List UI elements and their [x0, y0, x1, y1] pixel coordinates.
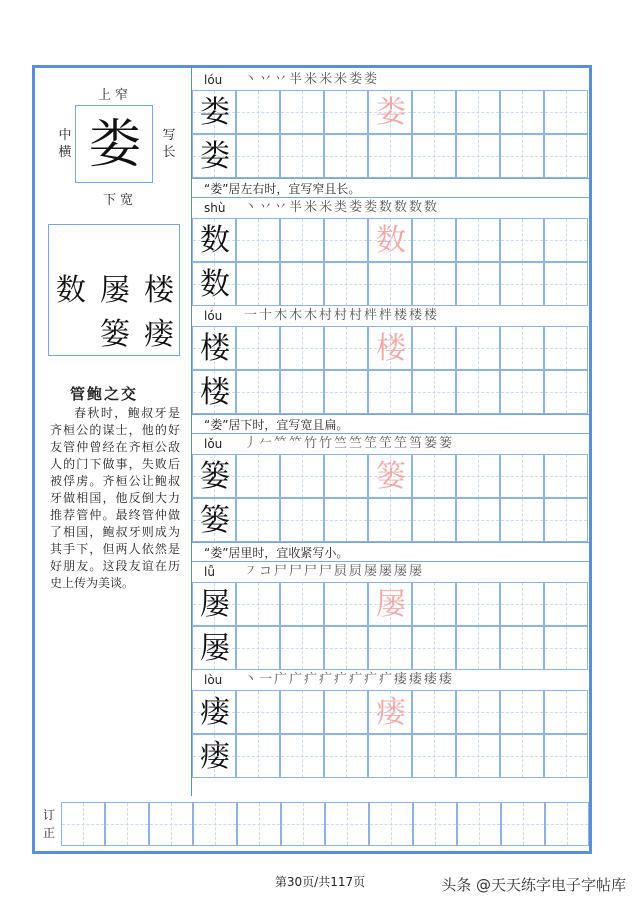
- practice-cell: [324, 734, 368, 778]
- grid-guide: [369, 156, 411, 157]
- grid-guide: [281, 156, 323, 157]
- practice-cell: [324, 454, 368, 498]
- practice-cell: [324, 582, 368, 626]
- correction-cell: [281, 802, 325, 846]
- practice-cell: [456, 626, 500, 670]
- grid-guide: [413, 756, 455, 757]
- grid-guide: [325, 284, 367, 285]
- model-cell: [192, 134, 236, 178]
- grid-guide: [237, 156, 279, 157]
- practice-cell: [324, 370, 368, 414]
- structure-char: 娄: [88, 115, 141, 175]
- grid-guide: [413, 348, 455, 349]
- practice-cell: [544, 626, 588, 670]
- practice-cell: [544, 582, 588, 626]
- trace-cell: [368, 582, 412, 626]
- practice-cell: [456, 498, 500, 542]
- practice-cell: [544, 690, 588, 734]
- practice-cell: [456, 734, 500, 778]
- practice-cell: [412, 690, 456, 734]
- grid-guide: [457, 648, 499, 649]
- model-char: 篓: [200, 503, 230, 538]
- grid-guide: [325, 604, 367, 605]
- stroke-sequence: 丶丷丷半米米类娄娄数数数数: [244, 200, 440, 215]
- stroke-sequence: 一十木木木村村村柈柈楼楼楼: [244, 308, 440, 323]
- practice-cell: [324, 498, 368, 542]
- writing-tip: “娄”居左右时，宜写窄且长。: [192, 178, 589, 198]
- pinyin: lóu: [204, 309, 223, 323]
- grid-guide: [501, 756, 543, 757]
- practice-cell: [544, 454, 588, 498]
- correction-cell: [545, 802, 589, 846]
- correction-cell: [61, 802, 105, 846]
- grid-guide: [325, 648, 367, 649]
- grid-guide: [501, 348, 543, 349]
- practice-cell: [544, 326, 588, 370]
- model-char: 瘘: [200, 739, 230, 774]
- writing-tip: “娄”居里时，宜收紧写小。: [192, 542, 589, 562]
- mini-cell-empty: [93, 225, 137, 269]
- practice-cell: [412, 498, 456, 542]
- practice-cell: [456, 370, 500, 414]
- grid-guide: [545, 648, 587, 649]
- mini-cell-char: 楼: [144, 273, 174, 308]
- grid-guide: [237, 112, 279, 113]
- practice-cell: [236, 690, 280, 734]
- practice-cell: [280, 134, 324, 178]
- grid-guide: [369, 648, 411, 649]
- grid-guide: [413, 648, 455, 649]
- model-cell: [192, 626, 236, 670]
- grid-guide: [457, 756, 499, 757]
- practice-cell: [544, 262, 588, 306]
- practice-cell: [236, 134, 280, 178]
- practice-cell: [280, 734, 324, 778]
- pinyin: lǒu: [204, 437, 223, 451]
- grid-guide: [501, 604, 543, 605]
- grid-guide: [545, 156, 587, 157]
- grid-guide: [501, 156, 543, 157]
- mini-cell-char: 屡: [100, 273, 130, 308]
- mini-cell-char: 瘘: [144, 317, 174, 352]
- grid-guide: [238, 824, 280, 825]
- practice-cell: [368, 734, 412, 778]
- trace-char: 楼: [376, 331, 406, 366]
- grid-guide: [458, 824, 500, 825]
- practice-cell: [324, 262, 368, 306]
- practice-cell: [544, 370, 588, 414]
- grid-guide: [457, 156, 499, 157]
- practice-cell: [544, 90, 588, 134]
- practice-cell: [236, 90, 280, 134]
- practice-cell: [412, 454, 456, 498]
- story-body: 春秋时，鲍叔牙是齐桓公的谋士，他的好友管仲曾经在齐桓公敌人的门下做事，失败后被俘虏。齐桓公让鲍叔牙做相国，他反倒大力推荐管仲。最终管仲做了相国，鲍叔牙则成为其手下，但两人依然是好朋友。这段友谊在历史上传为美谈。: [50, 406, 180, 590]
- correction-label: 订正: [43, 808, 56, 840]
- grid-guide: [325, 476, 367, 477]
- grid-guide: [413, 240, 455, 241]
- grid-guide: [457, 284, 499, 285]
- model-cell: [192, 454, 236, 498]
- trace-char: 篓: [376, 459, 406, 494]
- practice-cell: [456, 454, 500, 498]
- grid-guide: [501, 520, 543, 521]
- stroke-order-band: [192, 562, 589, 582]
- trace-char: 瘘: [376, 695, 406, 730]
- correction-cell: [149, 802, 193, 846]
- practice-cell: [324, 626, 368, 670]
- practice-cell: [368, 626, 412, 670]
- trace-char: 数: [376, 223, 406, 258]
- model-cell: [192, 498, 236, 542]
- grid-guide: [325, 756, 367, 757]
- grid-guide: [237, 648, 279, 649]
- model-char: 瘘: [200, 695, 230, 730]
- grid-guide: [237, 392, 279, 393]
- practice-cell: [236, 626, 280, 670]
- grid-guide: [457, 604, 499, 605]
- grid-guide: [546, 824, 588, 825]
- grid-guide: [281, 112, 323, 113]
- grid-guide: [106, 824, 148, 825]
- correction-cell: [237, 802, 281, 846]
- writing-tip: “娄”居下时，宜写宽且扁。: [192, 414, 589, 434]
- practice-cell: [412, 262, 456, 306]
- practice-cell: [500, 734, 544, 778]
- correction-cell: [105, 802, 149, 846]
- practice-cell: [456, 690, 500, 734]
- grid-guide: [413, 476, 455, 477]
- practice-cell: [280, 454, 324, 498]
- mini-cell-char: 篓: [100, 317, 130, 352]
- practice-cell: [280, 218, 324, 262]
- correction-cell: [325, 802, 369, 846]
- practice-cell: [280, 498, 324, 542]
- practice-cell: [236, 498, 280, 542]
- page-number: 第30页/共117页: [274, 875, 366, 889]
- grid-guide: [281, 520, 323, 521]
- trace-cell: [368, 326, 412, 370]
- practice-cell: [456, 582, 500, 626]
- grid-guide: [501, 112, 543, 113]
- grid-guide: [369, 284, 411, 285]
- model-char: 娄: [200, 139, 230, 174]
- practice-cell: [544, 734, 588, 778]
- mini-cell-empty: [137, 225, 181, 269]
- practice-cell: [500, 370, 544, 414]
- grid-guide: [545, 520, 587, 521]
- practice-cell: [280, 626, 324, 670]
- stroke-sequence: 丿𠂉𥫗𥫗竹竹竺竺笁笁笁筜篓篓: [244, 436, 455, 451]
- grid-guide: [501, 648, 543, 649]
- correction-cell: [413, 802, 457, 846]
- grid-guide: [457, 392, 499, 393]
- trace-cell: [368, 690, 412, 734]
- practice-cell: [500, 582, 544, 626]
- grid-guide: [281, 476, 323, 477]
- grid-guide: [414, 824, 456, 825]
- model-char: 篓: [200, 459, 230, 494]
- grid-guide: [369, 520, 411, 521]
- grid-guide: [370, 824, 412, 825]
- model-char: 数: [200, 267, 230, 302]
- practice-cell: [368, 370, 412, 414]
- practice-cell: [412, 326, 456, 370]
- grid-guide: [194, 824, 236, 825]
- practice-cell: [456, 326, 500, 370]
- practice-cell: [456, 262, 500, 306]
- practice-cell: [500, 326, 544, 370]
- grid-guide: [413, 604, 455, 605]
- model-cell: [192, 262, 236, 306]
- model-cell: [192, 690, 236, 734]
- pinyin: shù: [204, 201, 226, 215]
- grid-guide: [413, 520, 455, 521]
- trace-cell: [368, 454, 412, 498]
- grid-guide: [237, 756, 279, 757]
- grid-guide: [501, 392, 543, 393]
- grid-guide: [237, 284, 279, 285]
- grid-guide: [501, 712, 543, 713]
- grid-guide: [325, 348, 367, 349]
- trace-cell: [368, 90, 412, 134]
- grid-guide: [150, 824, 192, 825]
- grid-guide: [545, 240, 587, 241]
- structure-right-label: 写长: [162, 128, 176, 160]
- practice-cell: [500, 90, 544, 134]
- grid-guide: [325, 112, 367, 113]
- grid-guide: [413, 712, 455, 713]
- grid-guide: [237, 604, 279, 605]
- practice-cell: [236, 218, 280, 262]
- grid-guide: [281, 756, 323, 757]
- grid-guide: [281, 348, 323, 349]
- grid-guide: [281, 648, 323, 649]
- practice-cell: [324, 690, 368, 734]
- grid-guide: [325, 156, 367, 157]
- grid-guide: [282, 824, 324, 825]
- model-cell: [192, 218, 236, 262]
- practice-cell: [368, 134, 412, 178]
- practice-cell: [280, 262, 324, 306]
- grid-guide: [325, 520, 367, 521]
- practice-cell: [544, 134, 588, 178]
- grid-guide: [501, 476, 543, 477]
- pinyin: lǚ: [204, 565, 215, 579]
- practice-cell: [500, 134, 544, 178]
- practice-cell: [280, 370, 324, 414]
- grid-guide: [457, 112, 499, 113]
- practice-cell: [236, 370, 280, 414]
- structure-left-label: 中横: [58, 128, 72, 160]
- grid-guide: [457, 476, 499, 477]
- practice-cell: [412, 582, 456, 626]
- practice-cell: [236, 262, 280, 306]
- model-char: 娄: [200, 95, 230, 130]
- grid-guide: [413, 112, 455, 113]
- practice-cell: [324, 218, 368, 262]
- grid-guide: [281, 284, 323, 285]
- practice-cell: [500, 626, 544, 670]
- practice-cell: [236, 454, 280, 498]
- grid-guide: [369, 392, 411, 393]
- grid-guide: [545, 392, 587, 393]
- practice-cell: [412, 370, 456, 414]
- pinyin: lóu: [204, 73, 223, 87]
- stroke-sequence: 丶一广广疒疒疒疒疒疒瘘瘘瘘瘘: [244, 672, 455, 687]
- grid-guide: [281, 712, 323, 713]
- practice-cell: [544, 218, 588, 262]
- practice-cell: [324, 134, 368, 178]
- structure-box: [75, 105, 153, 183]
- correction-cell: [369, 802, 413, 846]
- structure-top-label: 上窄: [98, 88, 133, 103]
- practice-cell: [280, 326, 324, 370]
- stroke-sequence: 丶丷丷半米米米娄娄: [244, 72, 380, 87]
- grid-guide: [545, 284, 587, 285]
- model-char: 楼: [200, 375, 230, 410]
- model-char: 屡: [200, 631, 230, 666]
- related-chars-grid: [48, 224, 180, 356]
- grid-guide: [413, 392, 455, 393]
- grid-guide: [325, 240, 367, 241]
- grid-guide: [325, 712, 367, 713]
- mini-cell-empty: [49, 225, 93, 269]
- grid-guide: [413, 156, 455, 157]
- stroke-sequence: ㇇コ尸尸尸尸屃屃屡屡屡屡: [244, 564, 425, 579]
- practice-cell: [500, 690, 544, 734]
- model-cell: [192, 734, 236, 778]
- grid-guide: [502, 824, 544, 825]
- model-char: 楼: [200, 331, 230, 366]
- stroke-order-band: [192, 198, 589, 218]
- stroke-order-band: [192, 434, 589, 454]
- grid-guide: [501, 284, 543, 285]
- grid-guide: [545, 604, 587, 605]
- grid-guide: [237, 348, 279, 349]
- correction-cell: [193, 802, 237, 846]
- grid-guide: [413, 284, 455, 285]
- correction-cell: [457, 802, 501, 846]
- grid-guide: [237, 240, 279, 241]
- model-cell: [192, 370, 236, 414]
- trace-cell: [368, 218, 412, 262]
- stroke-order-band: [192, 70, 589, 90]
- correction-row: [35, 802, 589, 846]
- practice-cell: [280, 582, 324, 626]
- grid-guide: [281, 604, 323, 605]
- structure-bottom-label: 下宽: [103, 193, 138, 208]
- trace-char: 屡: [376, 587, 406, 622]
- mini-cell-char: 数: [56, 273, 86, 308]
- practice-cell: [236, 582, 280, 626]
- grid-guide: [457, 712, 499, 713]
- practice-cell: [368, 498, 412, 542]
- practice-cell: [412, 734, 456, 778]
- practice-cell: [324, 326, 368, 370]
- correction-cell: [501, 802, 545, 846]
- grid-guide: [62, 824, 104, 825]
- grid-guide: [237, 476, 279, 477]
- stroke-order-band: [192, 670, 589, 690]
- grid-guide: [545, 476, 587, 477]
- grid-guide: [237, 712, 279, 713]
- grid-guide: [501, 240, 543, 241]
- grid-guide: [281, 240, 323, 241]
- stroke-order-band: [192, 306, 589, 326]
- practice-cell: [544, 498, 588, 542]
- grid-guide: [326, 824, 368, 825]
- pinyin: lòu: [204, 673, 223, 687]
- practice-cell: [368, 262, 412, 306]
- model-cell: [192, 582, 236, 626]
- grid-guide: [457, 348, 499, 349]
- model-char: 数: [200, 223, 230, 258]
- practice-cell: [500, 454, 544, 498]
- grid-guide: [237, 520, 279, 521]
- practice-cell: [500, 262, 544, 306]
- model-char: 屡: [200, 587, 230, 622]
- model-cell: [192, 90, 236, 134]
- watermark: 头条 @天天练字电子字帖库: [441, 876, 626, 894]
- practice-cell: [500, 218, 544, 262]
- practice-cell: [280, 90, 324, 134]
- grid-guide: [281, 392, 323, 393]
- story-title: 管鲍之交: [70, 385, 139, 403]
- practice-cell: [236, 326, 280, 370]
- grid-guide: [545, 712, 587, 713]
- practice-cell: [412, 626, 456, 670]
- practice-cell: [456, 134, 500, 178]
- practice-cell: [500, 498, 544, 542]
- grid-guide: [325, 392, 367, 393]
- grid-guide: [545, 348, 587, 349]
- grid-guide: [457, 520, 499, 521]
- practice-cell: [324, 90, 368, 134]
- practice-cell: [412, 134, 456, 178]
- trace-char: 娄: [376, 95, 406, 130]
- practice-cell: [456, 90, 500, 134]
- grid-guide: [369, 756, 411, 757]
- grid-guide: [545, 112, 587, 113]
- grid-guide: [457, 240, 499, 241]
- practice-cell: [236, 734, 280, 778]
- practice-cell: [412, 218, 456, 262]
- grid-guide: [545, 756, 587, 757]
- practice-cell: [280, 690, 324, 734]
- practice-cell: [412, 90, 456, 134]
- practice-cell: [456, 218, 500, 262]
- model-cell: [192, 326, 236, 370]
